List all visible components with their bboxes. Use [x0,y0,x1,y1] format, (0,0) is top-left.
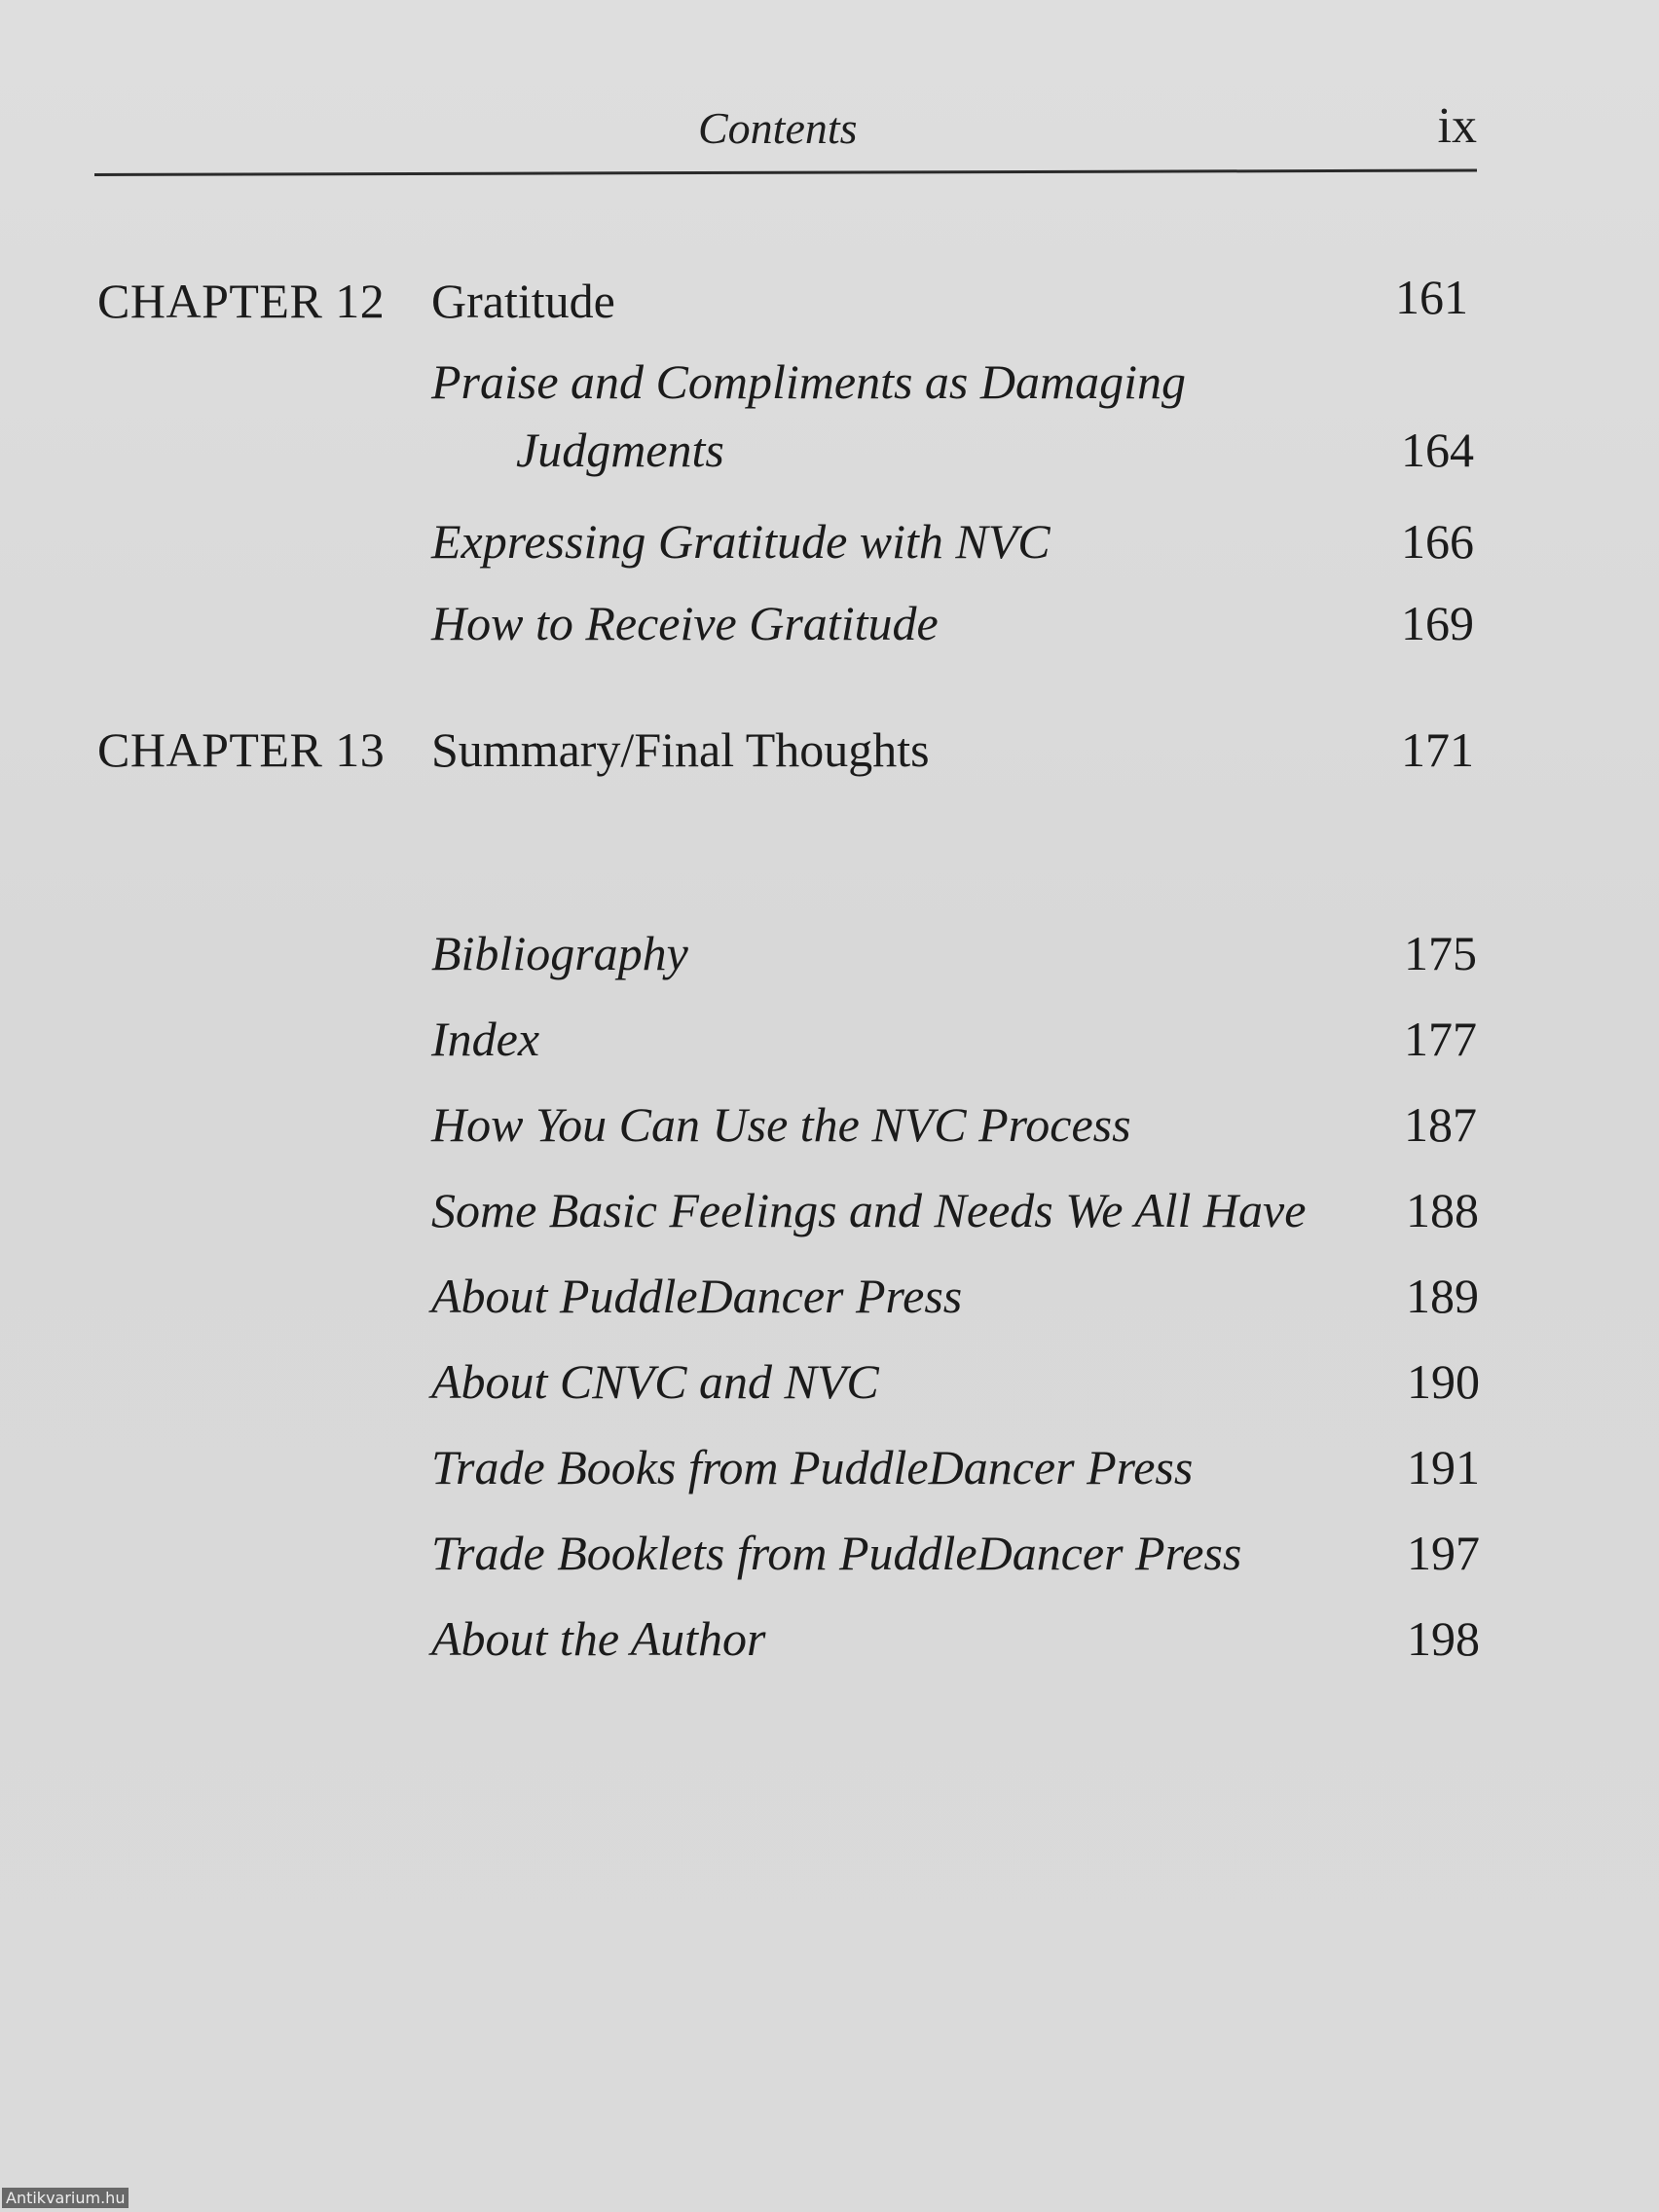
back-matter-title: Trade Booklets from PuddleDancer Press [431,1526,1242,1580]
toc-entry-back-matter [0,1439,1659,1507]
back-matter-title: About CNVC and NVC [431,1354,879,1409]
chapter-title: Gratitude [431,274,615,328]
toc-entry-back-matter [0,925,1659,993]
section-title: Expressing Gratitude with NVC [431,514,1051,569]
page-number: 197 [1407,1526,1480,1580]
section-title-continued: Judgments [516,423,724,477]
toc-entry-back-matter [0,1525,1659,1593]
toc-entry-back-matter [0,1096,1659,1164]
page-number: 189 [1406,1269,1479,1323]
toc-entry-section-continued [0,422,1659,490]
page-number: 177 [1404,1012,1477,1066]
page-number: 164 [1401,423,1474,477]
toc-entry-back-matter [0,1353,1659,1421]
toc-entry-back-matter [0,1610,1659,1678]
watermark: Antikvarium.hu [2,2188,129,2208]
back-matter-title: How You Can Use the NVC Process [431,1097,1131,1152]
back-matter-title: Some Basic Feelings and Needs We All Have [431,1183,1307,1237]
back-matter-title: About PuddleDancer Press [431,1269,963,1323]
page-number: 171 [1401,722,1474,777]
toc-entry-back-matter [0,1182,1659,1250]
back-matter-title: Bibliography [431,926,688,980]
chapter-title: Summary/Final Thoughts [431,722,930,777]
page-number: 191 [1407,1440,1480,1494]
section-title: How to Receive Gratitude [431,596,939,650]
back-matter-title: Trade Books from PuddleDancer Press [431,1440,1194,1494]
page-folio: ix [1437,98,1477,154]
page-header [94,92,1477,170]
page-number: 190 [1407,1354,1480,1409]
back-matter-title: Index [431,1012,540,1066]
toc-entry-back-matter [0,1268,1659,1336]
running-title: Contents [698,103,858,153]
page-number: 188 [1406,1183,1479,1237]
toc-entry-back-matter [0,1011,1659,1079]
page-number: 166 [1401,514,1474,569]
chapter-label: CHAPTER 12 [97,274,386,328]
toc-entry-section [0,513,1659,581]
page-number: 187 [1404,1097,1477,1152]
back-matter-title: About the Author [431,1611,766,1666]
section-title: Praise and Compliments as Damaging [431,354,1186,409]
page-number: 161 [1395,270,1468,324]
page-number: 175 [1404,926,1477,980]
page-number: 169 [1401,596,1474,650]
toc-entry-section [0,595,1659,663]
page-number: 198 [1407,1611,1480,1666]
toc-entry-chapter-13 [0,721,1659,790]
toc-entry-chapter-12 [0,270,1659,341]
toc-entry-section [0,353,1659,422]
chapter-label: CHAPTER 13 [97,722,386,777]
